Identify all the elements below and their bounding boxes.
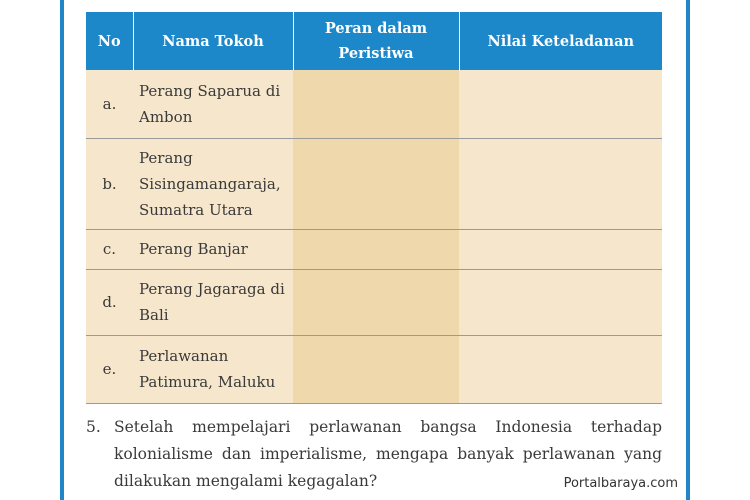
table-row: [86, 70, 662, 138]
row-number: c.: [86, 229, 133, 269]
row-event-name: Perang Banjar: [133, 229, 293, 269]
row-role-cell[interactable]: [293, 229, 459, 269]
table-row: [86, 229, 662, 269]
row-event-name: Perang Jagaraga di Bali: [133, 269, 293, 335]
row-value-cell[interactable]: [459, 335, 662, 403]
row-event-name: Perang Saparua di Ambon: [133, 70, 293, 138]
page-border-left: [60, 0, 64, 500]
activity-table: [86, 12, 662, 404]
row-value-cell[interactable]: [459, 269, 662, 335]
header-peran: Peran dalam Peristiwa: [293, 12, 459, 70]
question-number: 5.: [86, 418, 101, 436]
row-event-name: Perlawanan Patimura, Maluku: [133, 335, 293, 403]
row-role-cell[interactable]: [293, 335, 459, 403]
row-number: e.: [86, 335, 133, 403]
header-nama-tokoh: Nama Tokoh: [133, 12, 293, 70]
table-row: [86, 138, 662, 229]
row-number: a.: [86, 70, 133, 138]
table-row: [86, 335, 662, 403]
row-role-cell[interactable]: [293, 70, 459, 138]
table-row: [86, 269, 662, 335]
row-number: b.: [86, 138, 133, 229]
row-value-cell[interactable]: [459, 70, 662, 138]
question-text: Setelah mempelajari perlawanan bangsa Indonesia terhadap kolonialisme dan imperialisme, mengapa banyak perlawanan yang dilakukan mengalami kegagalan?: [114, 418, 662, 490]
page-border-right: [686, 0, 690, 500]
row-role-cell[interactable]: [293, 269, 459, 335]
header-no: No: [86, 12, 133, 70]
watermark: Portalbaraya.com: [563, 476, 678, 491]
row-number: d.: [86, 269, 133, 335]
row-value-cell[interactable]: [459, 138, 662, 229]
row-role-cell[interactable]: [293, 138, 459, 229]
table-header-row: [86, 12, 662, 70]
header-nilai: Nilai Keteladanan: [459, 12, 662, 70]
row-value-cell[interactable]: [459, 229, 662, 269]
row-event-name: Perang Sisingamangaraja, Sumatra Utara: [133, 138, 293, 229]
